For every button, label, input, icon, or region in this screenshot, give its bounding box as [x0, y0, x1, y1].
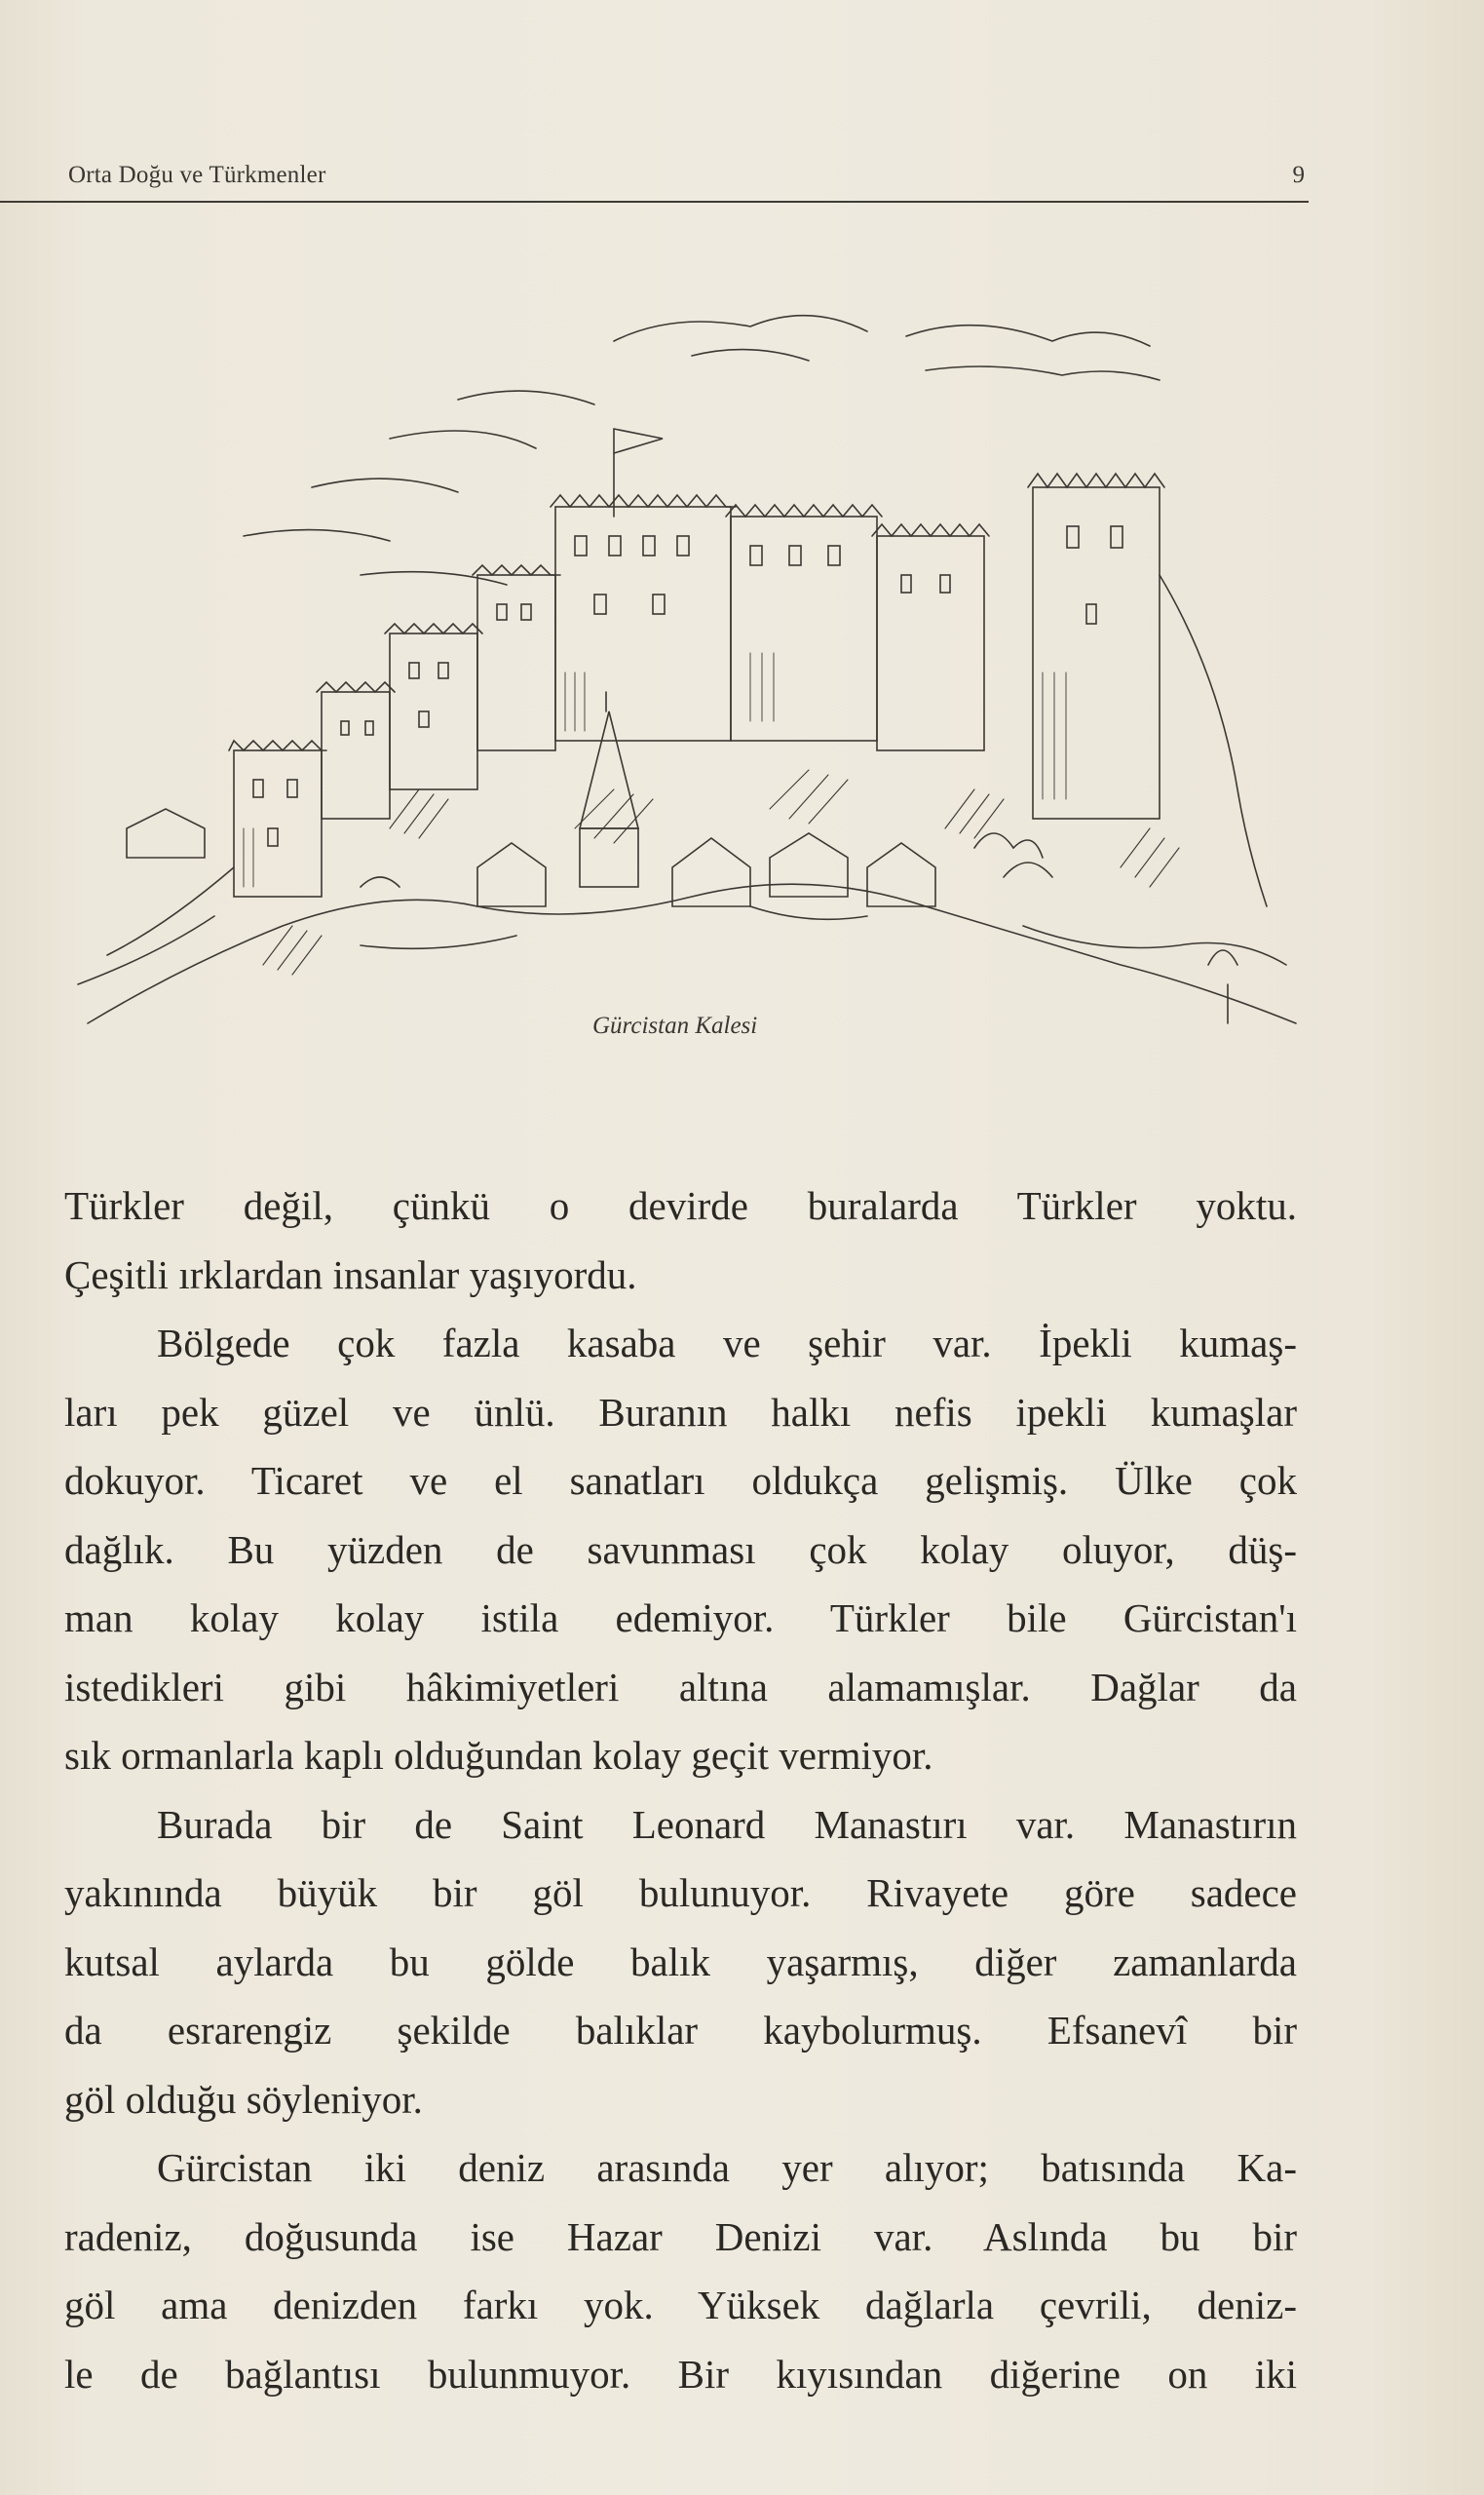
- text-line: le de bağlantısı bulunmuyor. Bir kıyısından diğerine on iki: [64, 2351, 1297, 2397]
- text-line: yakınında büyük bir göl bulunuyor. Rivayete göre sadece: [64, 1870, 1297, 1915]
- text-line: Bölgede çok fazla kasaba ve şehir var. İpekli kumaş-: [157, 1321, 1297, 1365]
- text-line: Gürcistan iki deniz arasında yer alıyor; batısında Ka-: [157, 2145, 1297, 2190]
- text-line: radeniz, doğusunda ise Hazar Denizi var. Aslında bu bir: [64, 2213, 1297, 2259]
- text-line: göl olduğu söyleniyor.: [64, 2076, 423, 2122]
- text-line: istedikleri gibi hâkimiyetleri altına alamamışlar. Dağlar da: [64, 1664, 1297, 1709]
- text-line: göl ama denizden farkı yok. Yüksek dağlarla çevrili, deniz-: [64, 2283, 1297, 2327]
- running-header: Orta Doğu ve Türkmenler: [68, 162, 326, 188]
- text-line: man kolay kolay istila edemiyor. Türkler bile Gürcistan'ı: [64, 1595, 1297, 1640]
- body-text: [64, 1171, 1297, 2408]
- text-line: Burada bir de Saint Leonard Manastırı var. Manastırın: [157, 1801, 1297, 1847]
- castle-illustration: [68, 283, 1315, 1053]
- text-line: kutsal aylarda bu gölde balık yaşarmış, diğer zamanlarda: [64, 1938, 1297, 1984]
- text-line: Çeşitli ırklardan insanlar yaşıyordu.: [64, 1251, 637, 1297]
- page-number: 9: [1292, 162, 1305, 188]
- header-rule: [0, 201, 1309, 203]
- text-line: ları pek güzel ve ünlü. Buranın halkı nefis ipekli kumaşlar: [64, 1389, 1297, 1435]
- text-line: Türkler değil, çünkü o devirde buralarda Türkler yoktu.: [64, 1183, 1297, 1228]
- text-line: dokuyor. Ticaret ve el sanatları oldukça gelişmiş. Ülke çok: [64, 1458, 1297, 1503]
- text-line: dağlık. Bu yüzden de savunması çok kolay oluyor, düş-: [64, 1526, 1297, 1572]
- text-line: da esrarengiz şekilde balıklar kaybolurmuş. Efsanevî bir: [64, 2008, 1297, 2053]
- text-line: sık ormanlarla kaplı olduğundan kolay geçit vermiyor.: [64, 1733, 933, 1778]
- figure-caption: Gürcistan Kalesi: [592, 1013, 758, 1039]
- castle-sketch-icon: [68, 283, 1315, 1053]
